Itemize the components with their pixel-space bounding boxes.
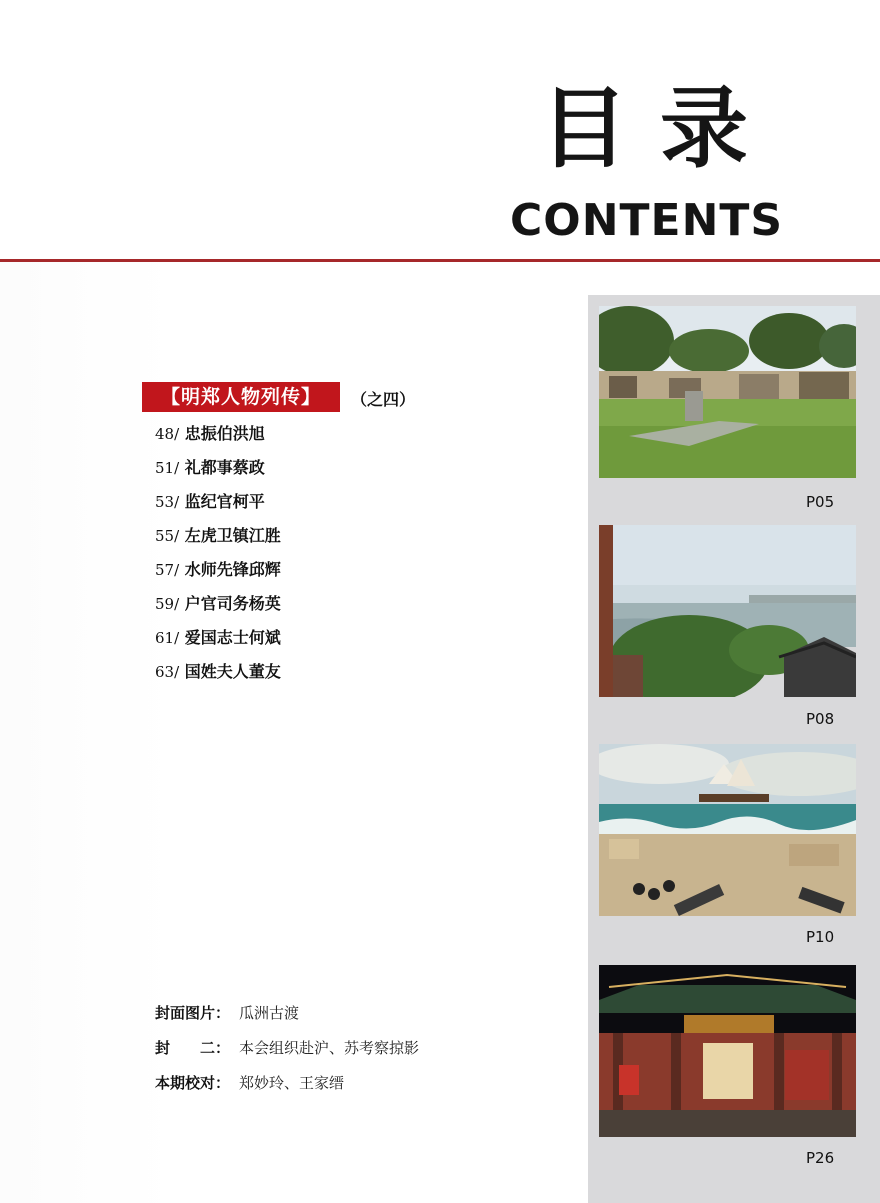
toc-item-title: 国姓夫人董友 — [184, 662, 281, 681]
credit-label: 本期校对： — [155, 1074, 231, 1092]
section-subtitle: （之四） — [351, 390, 416, 409]
page-title-english: CONTENTS — [510, 195, 784, 246]
credit-value: 瓜洲古渡 — [239, 1004, 300, 1022]
toc-item-title: 爱国志士何斌 — [184, 628, 281, 647]
header — [0, 0, 880, 260]
section-tag[interactable]: 【明郑人物列传】 — [142, 382, 340, 412]
thumbnail-page-ref: P05 — [806, 493, 835, 511]
toc-page-number: 63/ — [155, 663, 180, 681]
credits — [155, 1000, 419, 1105]
toc-item-title: 礼都事蔡政 — [184, 458, 265, 477]
fortress-lawn-photo[interactable] — [599, 306, 856, 478]
toc-page-number: 48/ — [155, 425, 180, 443]
credit-value: 本会组织赴沪、苏考察掠影 — [239, 1039, 420, 1057]
thumbnail-page-ref: P08 — [806, 710, 835, 728]
toc-item[interactable] — [155, 490, 281, 524]
toc-page-number: 61/ — [155, 629, 180, 647]
page-title: 目录 — [540, 76, 781, 180]
toc-item-title: 监纪官柯平 — [184, 492, 265, 511]
toc-item[interactable] — [155, 558, 281, 592]
thumbnail-page-ref: P26 — [806, 1149, 835, 1167]
toc-item-title: 水师先锋邱辉 — [184, 560, 281, 579]
toc-page-number: 57/ — [155, 561, 180, 579]
toc-page-number: 51/ — [155, 459, 180, 477]
toc-item[interactable] — [155, 422, 281, 456]
harbor-diorama-photo[interactable] — [599, 744, 856, 916]
toc-item[interactable] — [155, 660, 281, 694]
toc-page-number: 55/ — [155, 527, 180, 545]
credit-cover-image — [155, 1000, 419, 1035]
toc-page-number: 59/ — [155, 595, 180, 613]
toc-item[interactable] — [155, 456, 281, 490]
toc-list — [155, 422, 281, 694]
credit-label: 封面图片： — [155, 1004, 231, 1022]
toc-item[interactable] — [155, 524, 281, 558]
toc-page-number: 53/ — [155, 493, 180, 511]
credit-proofreading — [155, 1070, 419, 1105]
credit-label: 封 二： — [155, 1039, 231, 1057]
toc-item-title: 左虎卫镇江胜 — [184, 526, 281, 545]
toc-item-title: 忠振伯洪旭 — [184, 424, 265, 443]
credit-value: 郑妙玲、王家缙 — [239, 1074, 345, 1092]
toc-item[interactable] — [155, 626, 281, 660]
toc-item-title: 户官司务杨英 — [184, 594, 281, 613]
river-view-photo[interactable] — [599, 525, 856, 697]
temple-gate-night-photo[interactable] — [599, 965, 856, 1137]
toc-item[interactable] — [155, 592, 281, 626]
thumbnail-page-ref: P10 — [806, 928, 835, 946]
credit-inside-cover — [155, 1035, 419, 1070]
